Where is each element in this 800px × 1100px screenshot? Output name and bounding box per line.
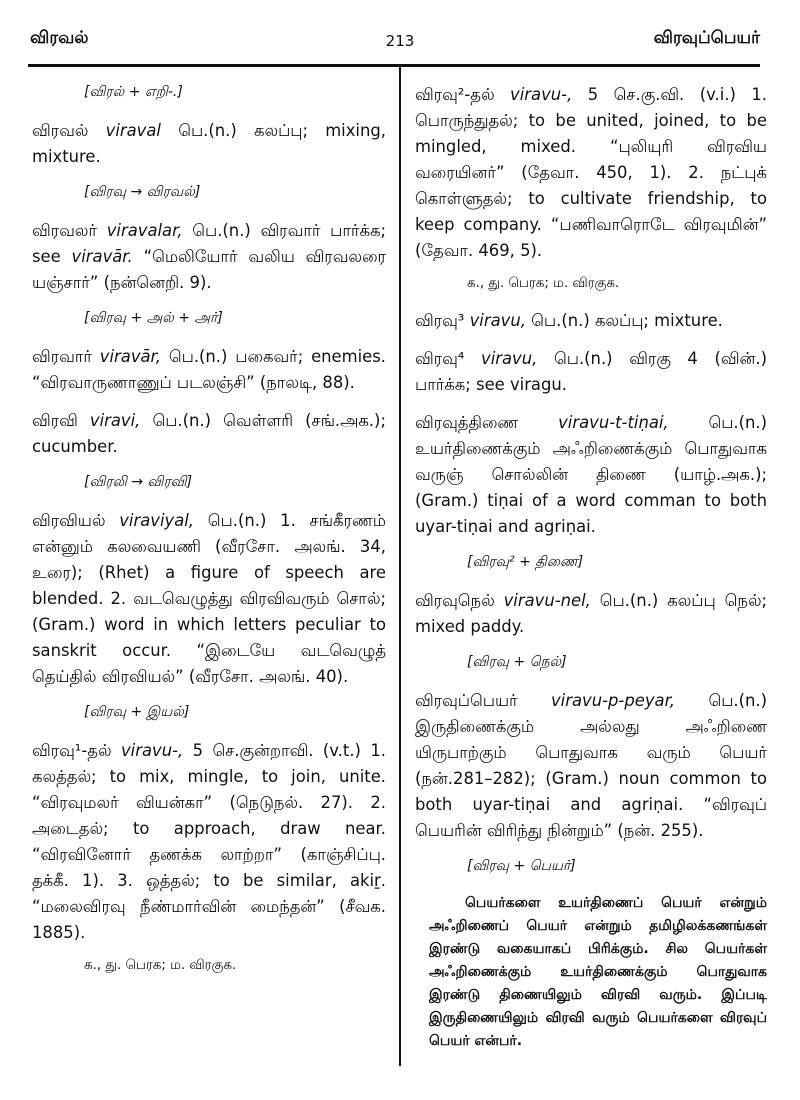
headword: விரவு³ xyxy=(415,311,465,330)
headword: விரவுத்திணை xyxy=(415,413,519,432)
part-of-speech: பெ.(n.) xyxy=(178,121,237,140)
romanization: viraval xyxy=(105,121,161,140)
entry-viravu-t-tinai xyxy=(415,410,767,540)
definition: கலப்பு நெல்; mixed paddy. xyxy=(415,591,767,636)
romanization: viravu, xyxy=(481,349,538,368)
romanization: viravalar, xyxy=(106,221,183,240)
etymology: [விரவு² + திணை] xyxy=(467,554,584,570)
entry-viraviyal xyxy=(32,508,386,690)
entry-viravu-1 xyxy=(32,738,386,946)
definition: 1. சங்கீரணம் என்னும் கலவையணி (வீரசோ. அலங். 34, உரை); (Rhet) a figure of speech are blended. 2. வடவெழுத்து விரவிவரும் சொல்; (Gram.) word in which letters peculiar to sanskrit occur. “இடையே வடவெழுத் தெய்தில் விரவியல்” (வீரசோ. அலங். 40). xyxy=(32,511,386,686)
part-of-speech: பெ.(n.) xyxy=(708,691,767,710)
definition: விரகு 4 (வின்.) பார்க்க; see viragu. xyxy=(415,349,768,394)
part-of-speech: பெ.(n.) xyxy=(708,413,767,432)
note-text: பெயர்களை உயர்திணைப் பெயர் என்றும் அஃறிணைப் பெயர் என்றும் தமிழிலக்கணங்கள் இரண்டு வகையாகப் பிரிக்கும். சில பெயர்கள் அஃறிணைக்கும் உயர்திணைக்கும் பொதுவாக இரண்டு திணையிலும் விரவி வரும். இப்படி இருதிணையிலும் விரவி வரும் பெயர்களை விரவுப் பெயர் என்பர். xyxy=(429,895,767,1049)
etymology: [விரவு + இயல்] xyxy=(84,704,190,720)
entry-viravu-nel xyxy=(415,588,767,640)
headword: விரவுநெல் xyxy=(415,591,495,610)
part-of-speech: 5 செ.கு.வி. (v.i.) xyxy=(587,85,736,104)
definition: வெள்ளரி (சங்.அக.); cucumber. xyxy=(32,411,386,456)
header-left-guideword: விரவல் xyxy=(30,28,89,48)
definition: கலப்பு; mixing, mixture. xyxy=(32,121,386,166)
definition: உயர்திணைக்கும் அஃறிணைக்கும் பொதுவாக வருஞ் சொல்லின் திணை (யாழ்.அக.); (Gram.) tiṇai of a word comman to both uyar-tiṇai and agriṇai. xyxy=(415,439,767,536)
entry-viravar xyxy=(32,344,386,396)
part-of-speech: பெ.(n.) xyxy=(192,221,251,240)
explanatory-note xyxy=(415,892,767,1053)
romanization: viravu-p-peyar, xyxy=(550,691,676,710)
etymology: [விரலி → விரவி] xyxy=(84,474,193,490)
left-column xyxy=(32,82,386,990)
headword: விரவு¹-தல் xyxy=(32,741,112,760)
part-of-speech: பெ.(n.) xyxy=(207,511,267,530)
headword: விரவியல் xyxy=(32,511,106,530)
headword: விரவலர் xyxy=(32,221,97,240)
definition: 1. பொருந்துதல்; to be united, joined, to be mingled, mixed. “புலியுரி விரவிய வரையினர்” (தேவா. 450, 1). 2. நட்புக் கொள்ளுதல்; to cultivate friendship, to keep company. “பணிவாரொடே விரவுமின்” (தேவா. 469, 5). xyxy=(415,85,767,260)
entry-viravu-p-peyar xyxy=(415,688,767,844)
cross-reference: viravār. xyxy=(71,247,133,266)
headword: விரவு²-தல் xyxy=(415,85,495,104)
part-of-speech: பெ.(n.) xyxy=(168,347,228,366)
quotation: “மெலியோர் வலிய விரவலரை யஞ்சார்” (நன்னெறி. 9). xyxy=(32,247,386,292)
entry-viravi xyxy=(32,408,386,460)
page-number: 213 xyxy=(385,32,415,50)
etymology: [விரவு + அல் + அர்] xyxy=(84,310,223,326)
romanization: viravu-, xyxy=(120,741,184,760)
etymology: [விரல் + எறி-.] xyxy=(84,84,183,100)
headword: விரவுப்பெயர் xyxy=(415,691,518,710)
romanization: viravu-t-tiṇai, xyxy=(558,413,669,432)
part-of-speech: 5 செ.குன்றாவி. (v.t.) xyxy=(192,741,361,760)
etymology: [விரவு + பெயர்] xyxy=(467,858,576,874)
header-right-guideword: விரவுப்பெயர் xyxy=(653,28,760,48)
part-of-speech: பெ.(n.) xyxy=(531,311,590,330)
header-rule xyxy=(28,64,760,67)
headword: விரவார் xyxy=(32,347,92,366)
headword: விரவு⁴ xyxy=(415,349,465,368)
entry-viraval xyxy=(32,118,386,170)
headword: விரவி xyxy=(32,411,78,430)
right-column xyxy=(415,82,767,1053)
part-of-speech: பெ.(n.) xyxy=(554,349,613,368)
entry-viravalar xyxy=(32,218,386,296)
romanization: viravu-nel, xyxy=(503,591,591,610)
definition: இருதிணைக்கும் அல்லது அஃறிணை யிருபாற்கும் பொதுவாக வரும் பெயர் (நன்.281–282); (Gram.) noun common to both uyar-tiṇai and agriṇai. “விரவுப் பெயரின் விரிந்து நின்றும்” (நன். 255). xyxy=(415,717,767,840)
headword: விரவல் xyxy=(32,121,89,140)
cognates: க., து. பெரக; ம. விரகுக. xyxy=(467,276,620,291)
romanization: viravār, xyxy=(99,347,162,366)
cognates: க., து. பெரக; ம. விரகுக. xyxy=(84,958,237,973)
romanization: viravu, xyxy=(469,311,526,330)
entry-viravu-4 xyxy=(415,346,767,398)
part-of-speech: பெ.(n.) xyxy=(599,591,659,610)
part-of-speech: பெ.(n.) xyxy=(152,411,212,430)
definition: 1. கலத்தல்; to mix, mingle, to join, unite. “விரவுமலர் வியன்கா” (நெடுநல். 27). 2. அடைதல்; to approach, draw near. “விரவினோர் தணக்க லாற்றா” (காஞ்சிப்பு. தக்கீ. 1). 3. ஒத்தல்; to be similar, akiṟ. “மலைவிரவு நீண்மார்வின் மைந்தன்” (சீவக. 1885). xyxy=(32,741,386,942)
romanization: viravu-, xyxy=(510,85,573,104)
definition: விரவார் பார்க்க; see xyxy=(32,221,386,266)
column-divider xyxy=(399,66,401,1066)
romanization: viravi, xyxy=(89,411,141,430)
entry-viravu-3 xyxy=(415,308,767,334)
etymology: [விரவு + நெல்] xyxy=(467,654,567,670)
definition: பகைவர்; enemies. “விரவாருணாணுப் படலஞ்சி” (நாலடி, 88). xyxy=(32,347,386,392)
romanization: viraviyal, xyxy=(119,511,195,530)
definition: கலப்பு; mixture. xyxy=(594,311,723,330)
etymology: [விரவு → விரவல்] xyxy=(84,184,201,200)
entry-viravu-2 xyxy=(415,82,767,264)
